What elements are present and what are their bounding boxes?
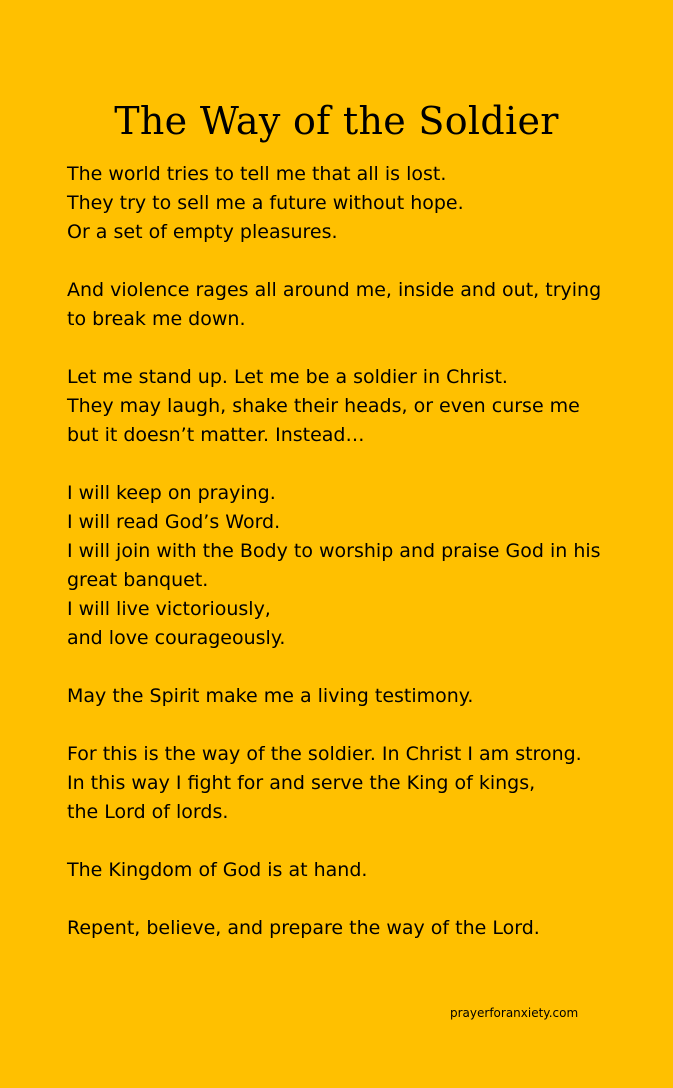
prayer-line: Let me stand up. Let me be a soldier in Christ.: [67, 366, 508, 388]
prayer-line: May the Spirit make me a living testimony.: [67, 685, 474, 707]
prayer-line: the Lord of lords.: [67, 801, 229, 823]
prayer-line: The Kingdom of God is at hand.: [67, 859, 368, 881]
prayer-line: They try to sell me a future without hope.: [67, 192, 464, 214]
prayer-line: and love courageously.: [67, 627, 286, 649]
stanza: [67, 856, 657, 885]
prayer-line: I will keep on praying.: [67, 482, 276, 504]
stanza: [67, 160, 657, 247]
stanza: [67, 740, 657, 827]
prayer-line: to break me down.: [67, 308, 246, 330]
website-credit: prayerforanxiety.com: [450, 1006, 579, 1020]
prayer-line: The world tries to tell me that all is lost.: [67, 163, 447, 185]
prayer-line: I will live victoriously,: [67, 598, 271, 620]
stanza: [67, 914, 657, 943]
prayer-line: I will read God’s Word.: [67, 511, 281, 533]
stanza: [67, 682, 657, 711]
prayer-line: In this way I fight for and serve the King of kings,: [67, 772, 536, 794]
prayer-line: great banquet.: [67, 569, 209, 591]
prayer-line: I will join with the Body to worship and praise God in his: [67, 540, 601, 562]
stanza: [67, 363, 657, 450]
page-title: The Way of the Soldier: [114, 99, 559, 144]
prayer-line: Repent, believe, and prepare the way of the Lord.: [67, 917, 540, 939]
prayer-text: [67, 160, 657, 943]
stanza: [67, 276, 657, 334]
prayer-line: but it doesn’t matter. Instead…: [67, 424, 365, 446]
prayer-line: And violence rages all around me, inside and out, trying: [67, 279, 602, 301]
prayer-line: They may laugh, shake their heads, or even curse me: [67, 395, 580, 417]
prayer-line: For this is the way of the soldier. In Christ I am strong.: [67, 743, 582, 765]
stanza: [67, 479, 657, 653]
prayer-line: Or a set of empty pleasures.: [67, 221, 338, 243]
